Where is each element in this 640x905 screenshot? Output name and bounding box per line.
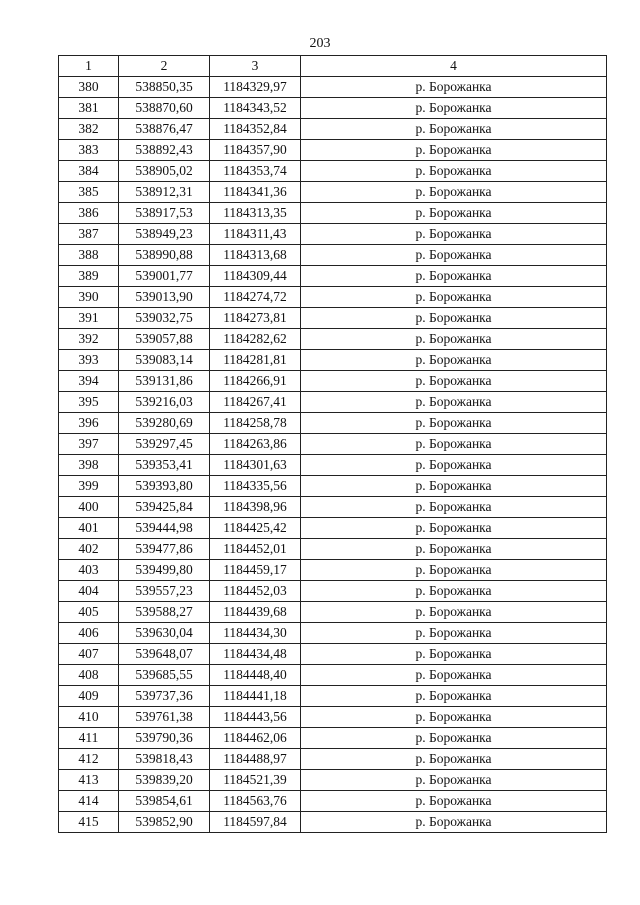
x-coordinate-cell: 539013,90 — [119, 287, 210, 308]
y-coordinate-cell: 1184425,42 — [210, 518, 301, 539]
point-number-cell: 394 — [59, 371, 119, 392]
y-coordinate-cell: 1184301,63 — [210, 455, 301, 476]
table-row — [59, 140, 607, 161]
point-number-cell: 386 — [59, 203, 119, 224]
table-row — [59, 686, 607, 707]
point-number-cell: 410 — [59, 707, 119, 728]
description-cell: р. Борожанка — [301, 350, 607, 371]
description-cell: р. Борожанка — [301, 812, 607, 833]
y-coordinate-cell: 1184266,91 — [210, 371, 301, 392]
x-coordinate-cell: 539353,41 — [119, 455, 210, 476]
y-coordinate-cell: 1184448,40 — [210, 665, 301, 686]
x-coordinate-cell: 539852,90 — [119, 812, 210, 833]
point-number-cell: 391 — [59, 308, 119, 329]
description-cell: р. Борожанка — [301, 182, 607, 203]
x-coordinate-cell: 539425,84 — [119, 497, 210, 518]
y-coordinate-cell: 1184462,06 — [210, 728, 301, 749]
x-coordinate-cell: 538912,31 — [119, 182, 210, 203]
x-coordinate-cell: 539839,20 — [119, 770, 210, 791]
table-row — [59, 497, 607, 518]
y-coordinate-cell: 1184329,97 — [210, 77, 301, 98]
x-coordinate-cell: 539761,38 — [119, 707, 210, 728]
x-coordinate-cell: 539854,61 — [119, 791, 210, 812]
table-row — [59, 203, 607, 224]
description-cell: р. Борожанка — [301, 791, 607, 812]
description-cell: р. Борожанка — [301, 728, 607, 749]
description-cell: р. Борожанка — [301, 602, 607, 623]
y-coordinate-cell: 1184597,84 — [210, 812, 301, 833]
point-number-cell: 393 — [59, 350, 119, 371]
description-cell: р. Борожанка — [301, 749, 607, 770]
point-number-cell: 382 — [59, 119, 119, 140]
y-coordinate-cell: 1184488,97 — [210, 749, 301, 770]
x-coordinate-cell: 538892,43 — [119, 140, 210, 161]
table-row — [59, 413, 607, 434]
description-cell: р. Борожанка — [301, 140, 607, 161]
description-cell: р. Борожанка — [301, 98, 607, 119]
table-row — [59, 392, 607, 413]
y-coordinate-cell: 1184267,41 — [210, 392, 301, 413]
x-coordinate-cell: 538876,47 — [119, 119, 210, 140]
description-cell: р. Борожанка — [301, 497, 607, 518]
table-row — [59, 329, 607, 350]
description-cell: р. Борожанка — [301, 581, 607, 602]
x-coordinate-cell: 539393,80 — [119, 476, 210, 497]
coordinates-table — [58, 55, 607, 833]
table-row — [59, 287, 607, 308]
y-coordinate-cell: 1184313,68 — [210, 245, 301, 266]
y-coordinate-cell: 1184521,39 — [210, 770, 301, 791]
y-coordinate-cell: 1184282,62 — [210, 329, 301, 350]
description-cell: р. Борожанка — [301, 392, 607, 413]
table-row — [59, 707, 607, 728]
x-coordinate-cell: 539648,07 — [119, 644, 210, 665]
y-coordinate-cell: 1184441,18 — [210, 686, 301, 707]
x-coordinate-cell: 539477,86 — [119, 539, 210, 560]
table-row — [59, 182, 607, 203]
point-number-cell: 408 — [59, 665, 119, 686]
description-cell: р. Борожанка — [301, 266, 607, 287]
description-cell: р. Борожанка — [301, 224, 607, 245]
point-number-cell: 398 — [59, 455, 119, 476]
y-coordinate-cell: 1184398,96 — [210, 497, 301, 518]
table-row — [59, 560, 607, 581]
point-number-cell: 389 — [59, 266, 119, 287]
point-number-cell: 397 — [59, 434, 119, 455]
x-coordinate-cell: 539588,27 — [119, 602, 210, 623]
y-coordinate-cell: 1184341,36 — [210, 182, 301, 203]
x-coordinate-cell: 539737,36 — [119, 686, 210, 707]
table-row — [59, 602, 607, 623]
table-row — [59, 224, 607, 245]
description-cell: р. Борожанка — [301, 413, 607, 434]
x-coordinate-cell: 538917,53 — [119, 203, 210, 224]
point-number-cell: 409 — [59, 686, 119, 707]
x-coordinate-cell: 538850,35 — [119, 77, 210, 98]
table-row — [59, 119, 607, 140]
table-row — [59, 770, 607, 791]
point-number-cell: 384 — [59, 161, 119, 182]
x-coordinate-cell: 539499,80 — [119, 560, 210, 581]
y-coordinate-cell: 1184452,03 — [210, 581, 301, 602]
description-cell: р. Борожанка — [301, 623, 607, 644]
point-number-cell: 404 — [59, 581, 119, 602]
point-number-cell: 395 — [59, 392, 119, 413]
x-coordinate-cell: 539216,03 — [119, 392, 210, 413]
point-number-cell: 390 — [59, 287, 119, 308]
x-coordinate-cell: 539280,69 — [119, 413, 210, 434]
table-row — [59, 749, 607, 770]
y-coordinate-cell: 1184563,76 — [210, 791, 301, 812]
y-coordinate-cell: 1184459,17 — [210, 560, 301, 581]
point-number-cell: 400 — [59, 497, 119, 518]
table-row — [59, 539, 607, 560]
point-number-cell: 414 — [59, 791, 119, 812]
point-number-cell: 396 — [59, 413, 119, 434]
description-cell: р. Борожанка — [301, 539, 607, 560]
y-coordinate-cell: 1184313,35 — [210, 203, 301, 224]
x-coordinate-cell: 539630,04 — [119, 623, 210, 644]
y-coordinate-cell: 1184434,30 — [210, 623, 301, 644]
point-number-cell: 392 — [59, 329, 119, 350]
table-row — [59, 812, 607, 833]
header-cell-2: 2 — [119, 56, 210, 77]
description-cell: р. Борожанка — [301, 518, 607, 539]
y-coordinate-cell: 1184452,01 — [210, 539, 301, 560]
x-coordinate-cell: 539557,23 — [119, 581, 210, 602]
y-coordinate-cell: 1184281,81 — [210, 350, 301, 371]
x-coordinate-cell: 538905,02 — [119, 161, 210, 182]
x-coordinate-cell: 539083,14 — [119, 350, 210, 371]
point-number-cell: 415 — [59, 812, 119, 833]
point-number-cell: 411 — [59, 728, 119, 749]
table-row — [59, 455, 607, 476]
description-cell: р. Борожанка — [301, 644, 607, 665]
x-coordinate-cell: 538870,60 — [119, 98, 210, 119]
x-coordinate-cell: 539790,36 — [119, 728, 210, 749]
table-row — [59, 728, 607, 749]
point-number-cell: 407 — [59, 644, 119, 665]
table-row — [59, 77, 607, 98]
y-coordinate-cell: 1184352,84 — [210, 119, 301, 140]
table-row — [59, 161, 607, 182]
table-row — [59, 644, 607, 665]
x-coordinate-cell: 538949,23 — [119, 224, 210, 245]
header-row — [59, 56, 607, 77]
description-cell: р. Борожанка — [301, 329, 607, 350]
x-coordinate-cell: 539001,77 — [119, 266, 210, 287]
y-coordinate-cell: 1184335,56 — [210, 476, 301, 497]
header-cell-4: 4 — [301, 56, 607, 77]
description-cell: р. Борожанка — [301, 161, 607, 182]
description-cell: р. Борожанка — [301, 77, 607, 98]
point-number-cell: 401 — [59, 518, 119, 539]
x-coordinate-cell: 539444,98 — [119, 518, 210, 539]
y-coordinate-cell: 1184434,48 — [210, 644, 301, 665]
header-cell-3: 3 — [210, 56, 301, 77]
description-cell: р. Борожанка — [301, 245, 607, 266]
table-row — [59, 266, 607, 287]
table-row — [59, 623, 607, 644]
description-cell: р. Борожанка — [301, 434, 607, 455]
description-cell: р. Борожанка — [301, 560, 607, 581]
point-number-cell: 402 — [59, 539, 119, 560]
x-coordinate-cell: 539685,55 — [119, 665, 210, 686]
x-coordinate-cell: 539297,45 — [119, 434, 210, 455]
table-row — [59, 98, 607, 119]
description-cell: р. Борожанка — [301, 686, 607, 707]
header-cell-1: 1 — [59, 56, 119, 77]
table-row — [59, 476, 607, 497]
description-cell: р. Борожанка — [301, 770, 607, 791]
point-number-cell: 405 — [59, 602, 119, 623]
y-coordinate-cell: 1184343,52 — [210, 98, 301, 119]
table-row — [59, 791, 607, 812]
table-row — [59, 518, 607, 539]
point-number-cell: 399 — [59, 476, 119, 497]
y-coordinate-cell: 1184274,72 — [210, 287, 301, 308]
point-number-cell: 388 — [59, 245, 119, 266]
point-number-cell: 381 — [59, 98, 119, 119]
y-coordinate-cell: 1184439,68 — [210, 602, 301, 623]
table-row — [59, 434, 607, 455]
table-row — [59, 350, 607, 371]
x-coordinate-cell: 539131,86 — [119, 371, 210, 392]
point-number-cell: 385 — [59, 182, 119, 203]
description-cell: р. Борожанка — [301, 665, 607, 686]
point-number-cell: 413 — [59, 770, 119, 791]
y-coordinate-cell: 1184258,78 — [210, 413, 301, 434]
y-coordinate-cell: 1184353,74 — [210, 161, 301, 182]
description-cell: р. Борожанка — [301, 476, 607, 497]
description-cell: р. Борожанка — [301, 707, 607, 728]
point-number-cell: 412 — [59, 749, 119, 770]
y-coordinate-cell: 1184311,43 — [210, 224, 301, 245]
description-cell: р. Борожанка — [301, 371, 607, 392]
x-coordinate-cell: 539032,75 — [119, 308, 210, 329]
point-number-cell: 403 — [59, 560, 119, 581]
y-coordinate-cell: 1184443,56 — [210, 707, 301, 728]
description-cell: р. Борожанка — [301, 308, 607, 329]
y-coordinate-cell: 1184309,44 — [210, 266, 301, 287]
table-body — [59, 77, 607, 833]
page-number: 203 — [309, 36, 331, 51]
point-number-cell: 380 — [59, 77, 119, 98]
description-cell: р. Борожанка — [301, 287, 607, 308]
description-cell: р. Борожанка — [301, 119, 607, 140]
table-row — [59, 371, 607, 392]
point-number-cell: 387 — [59, 224, 119, 245]
table-row — [59, 665, 607, 686]
table-row — [59, 245, 607, 266]
table-row — [59, 308, 607, 329]
y-coordinate-cell: 1184357,90 — [210, 140, 301, 161]
x-coordinate-cell: 538990,88 — [119, 245, 210, 266]
y-coordinate-cell: 1184273,81 — [210, 308, 301, 329]
point-number-cell: 383 — [59, 140, 119, 161]
y-coordinate-cell: 1184263,86 — [210, 434, 301, 455]
description-cell: р. Борожанка — [301, 455, 607, 476]
x-coordinate-cell: 539818,43 — [119, 749, 210, 770]
x-coordinate-cell: 539057,88 — [119, 329, 210, 350]
point-number-cell: 406 — [59, 623, 119, 644]
table-row — [59, 581, 607, 602]
description-cell: р. Борожанка — [301, 203, 607, 224]
